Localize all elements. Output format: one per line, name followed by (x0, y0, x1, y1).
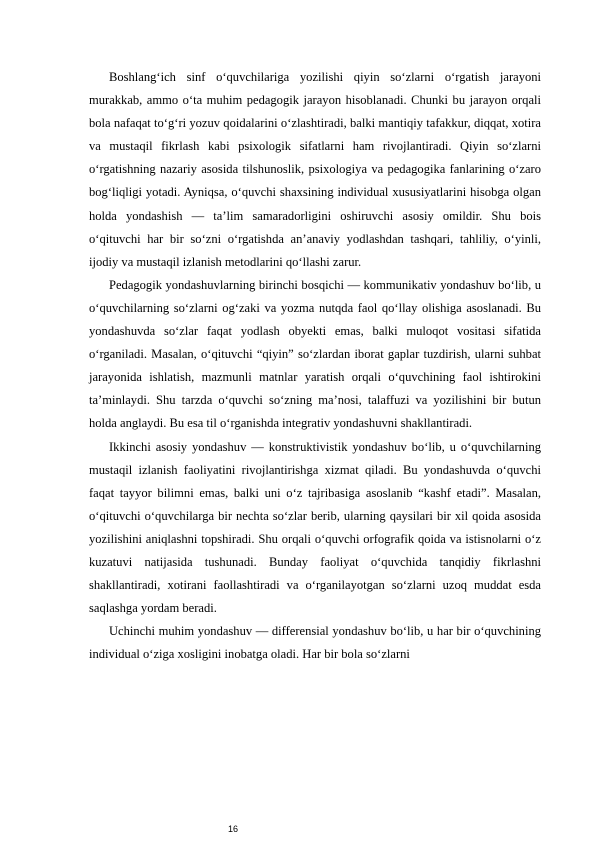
paragraph-4: Uchinchi muhim yondashuv — differensial yondashuv bo‘lib, u har bir o‘quvchining individual o‘ziga xosligini inobatga oladi. Har bir bola so‘zlarni (89, 624, 541, 662)
page-body (89, 66, 541, 666)
page-number: 16 (228, 824, 239, 834)
paragraph-1: Boshlang‘ich sinf o‘quvchilariga yozilishi qiyin so‘zlarni o‘rgatish jarayoni murakkab, ammo o‘ta muhim pedagogik jarayon hisoblanadi. Chunki bu jarayon orqali bola nafaqat to‘g‘ri yozuv qoidalarini o‘zlashtiradi, balki mantiqiy tafakkur, diqqat, xotira va mustaqil fikrlash kabi psixologik sifatlarni ham rivojlantiradi. Qiyin so‘zlarni o‘rgatishning nazariy asosida tilshunoslik, psixologiya va pedagogika fanlarining o‘zaro bog‘liqligi yotadi. Ayniqsa, o‘quvchi shaxsining individual xususiyatlarini hisobga olgan holda yondashish — ta’lim samaradorligini oshiruvchi asosiy omildir. Shu bois o‘qituvchi har bir so‘zni o‘rgatishda an’anaviy yodlashdan tashqari, tahliliy, o‘yinli, ijodiy va mustaqil izlanish metodlarini qo‘llashi zarur. (89, 70, 541, 269)
paragraph-3: Ikkinchi asosiy yondashuv — konstruktivistik yondashuv bo‘lib, u o‘quvchilarning mustaqil izlanish faoliyatini rivojlantirishga xizmat qiladi. Bu yondashuvda o‘quvchi faqat tayyor bilimni emas, balki uni o‘z tajribasiga asoslanib “kashf etadi”. Masalan, o‘qituvchi o‘quvchilarga bir nechta so‘zlar berib, ularning qaysilari bir xil qoida asosida yozilishini aniqlashni topshiradi. Shu orqali o‘quvchi orfografik qoida va istisnolarni o‘z kuzatuvi natijasida tushunadi. Bunday faoliyat o‘quvchida tanqidiy fikrlashni shakllantiradi, xotirani faollashtiradi va o‘rganilayotgan so‘zlarni uzoq muddat esda saqlashga yordam beradi. (89, 439, 541, 616)
paragraph-2: Pedagogik yondashuvlarning birinchi bosqichi — kommunikativ yondashuv bo‘lib, u o‘quvchilarning so‘zlarni og‘zaki va yozma nutqda faol qo‘llay olishiga asoslanadi. Bu yondashuvda so‘zlar faqat yodlash obyekti emas, balki muloqot vositasi sifatida o‘rganiladi. Masalan, o‘qituvchi “qiyin” so‘zlardan iborat gaplar tuzdirish, ularni suhbat jarayonida ishlatish, mazmunli matnlar yaratish orqali o‘quvchining faol ishtirokini ta’minlaydi. Shu tarzda o‘quvchi so‘zning ma’nosi, talaffuzi va yozilishini bir butun holda anglaydi. Bu esa til o‘rganishda integrativ yondashuvni shakllantiradi. (89, 277, 541, 431)
